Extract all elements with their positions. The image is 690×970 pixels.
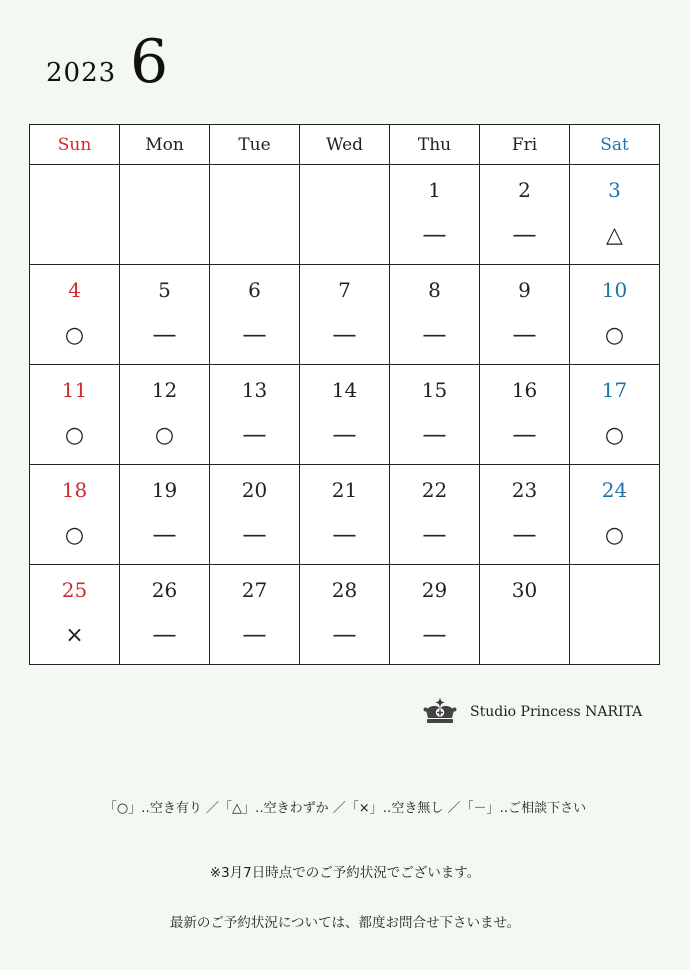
availability-mark: ― — [333, 323, 356, 348]
availability-mark: ○ — [604, 523, 625, 548]
availability-mark: ― — [243, 523, 266, 548]
day-number: 18 — [61, 478, 88, 502]
day-number: 23 — [511, 478, 538, 502]
day-cell — [30, 565, 120, 665]
day-cell — [30, 265, 120, 365]
weekday-wed: Wed — [300, 125, 390, 165]
day-cell — [210, 165, 300, 265]
day-number: 3 — [608, 178, 621, 202]
day-number: 10 — [601, 278, 628, 302]
day-number: 27 — [241, 578, 268, 602]
day-cell — [390, 565, 480, 665]
day-cell — [570, 365, 660, 465]
day-number: 19 — [151, 478, 178, 502]
availability-legend: 「○」‥空き有り ／「△」‥空きわずか ／「×」‥空き無し ／「－」‥ご相談下さい — [103, 801, 587, 816]
day-cell — [210, 365, 300, 465]
day-number: 20 — [241, 478, 268, 502]
studio-brand — [422, 695, 642, 729]
day-cell — [120, 365, 210, 465]
day-number: 5 — [158, 278, 171, 302]
day-number: 8 — [428, 278, 441, 302]
weekday-header-row — [30, 125, 660, 165]
calendar-week — [30, 165, 660, 265]
availability-mark: ○ — [604, 323, 625, 348]
day-cell — [30, 465, 120, 565]
availability-mark: × — [65, 623, 84, 648]
availability-mark: ― — [243, 323, 266, 348]
availability-mark: ○ — [154, 423, 175, 448]
availability-mark: ○ — [64, 323, 85, 348]
day-cell — [120, 565, 210, 665]
calendar-year: 2023 — [46, 58, 117, 88]
day-number: 29 — [421, 578, 448, 602]
day-cell — [300, 265, 390, 365]
day-cell — [300, 565, 390, 665]
day-number: 16 — [511, 378, 538, 402]
day-number: 11 — [61, 378, 88, 402]
crown-icon — [422, 697, 458, 727]
weekday-sun: Sun — [30, 125, 120, 165]
availability-mark: ― — [513, 323, 536, 348]
calendar-month: 6 — [130, 27, 169, 97]
availability-mark: ― — [423, 323, 446, 348]
day-number: 24 — [601, 478, 628, 502]
day-number: 1 — [428, 178, 441, 202]
day-cell — [390, 465, 480, 565]
day-number: 26 — [151, 578, 178, 602]
day-cell — [480, 265, 570, 365]
day-number: 9 — [518, 278, 531, 302]
as-of-note: ※3月7日時点でのご予約状況でございます。 — [209, 865, 481, 881]
day-cell — [570, 565, 660, 665]
calendar-week — [30, 265, 660, 365]
calendar-week — [30, 465, 660, 565]
availability-mark: ― — [153, 523, 176, 548]
day-number: 15 — [421, 378, 448, 402]
day-cell — [210, 565, 300, 665]
contact-note: 最新のご予約状況については、都度お問合せ下さいませ。 — [169, 915, 521, 931]
day-cell — [120, 265, 210, 365]
availability-mark: ― — [513, 423, 536, 448]
day-cell — [30, 165, 120, 265]
availability-mark: ― — [333, 623, 356, 648]
day-cell — [210, 465, 300, 565]
day-cell — [390, 365, 480, 465]
day-cell — [210, 265, 300, 365]
weekday-mon: Mon — [120, 125, 210, 165]
day-cell — [390, 165, 480, 265]
day-cell — [120, 165, 210, 265]
day-cell — [300, 165, 390, 265]
availability-mark: ― — [423, 523, 446, 548]
day-cell — [390, 265, 480, 365]
day-cell — [570, 165, 660, 265]
day-number: 25 — [61, 578, 88, 602]
day-cell — [480, 165, 570, 265]
day-number: 28 — [331, 578, 358, 602]
weekday-thu: Thu — [390, 125, 480, 165]
day-number: 13 — [241, 378, 268, 402]
availability-mark: ― — [153, 623, 176, 648]
availability-mark: ○ — [604, 423, 625, 448]
calendar-week — [30, 565, 660, 665]
availability-mark: ― — [513, 223, 536, 248]
weekday-sat: Sat — [570, 125, 660, 165]
availability-mark: ― — [153, 323, 176, 348]
day-number: 6 — [248, 278, 261, 302]
day-number: 12 — [151, 378, 178, 402]
day-cell — [120, 465, 210, 565]
availability-mark: ― — [243, 623, 266, 648]
studio-name: Studio Princess NARITA — [470, 704, 643, 720]
day-cell — [480, 565, 570, 665]
calendar-grid — [29, 124, 660, 665]
day-number: 21 — [331, 478, 358, 502]
day-number: 2 — [518, 178, 531, 202]
day-cell — [300, 465, 390, 565]
availability-mark: ― — [333, 423, 356, 448]
day-cell — [300, 365, 390, 465]
day-number: 4 — [68, 278, 81, 302]
day-number: 7 — [338, 278, 351, 302]
availability-mark: ― — [513, 523, 536, 548]
weekday-tue: Tue — [210, 125, 300, 165]
day-number: 17 — [601, 378, 628, 402]
day-number: 30 — [511, 578, 538, 602]
availability-mark: ― — [423, 223, 446, 248]
availability-mark: △ — [606, 223, 623, 248]
availability-mark: ○ — [64, 423, 85, 448]
day-cell — [480, 465, 570, 565]
availability-mark: ― — [333, 523, 356, 548]
day-cell — [30, 365, 120, 465]
day-cell — [570, 465, 660, 565]
day-cell — [570, 265, 660, 365]
day-cell — [480, 365, 570, 465]
availability-mark: ― — [423, 423, 446, 448]
day-number: 22 — [421, 478, 448, 502]
calendar-week — [30, 365, 660, 465]
availability-mark: ― — [243, 423, 266, 448]
weekday-fri: Fri — [480, 125, 570, 165]
day-number: 14 — [331, 378, 358, 402]
availability-mark: ― — [423, 623, 446, 648]
availability-mark: ○ — [64, 523, 85, 548]
